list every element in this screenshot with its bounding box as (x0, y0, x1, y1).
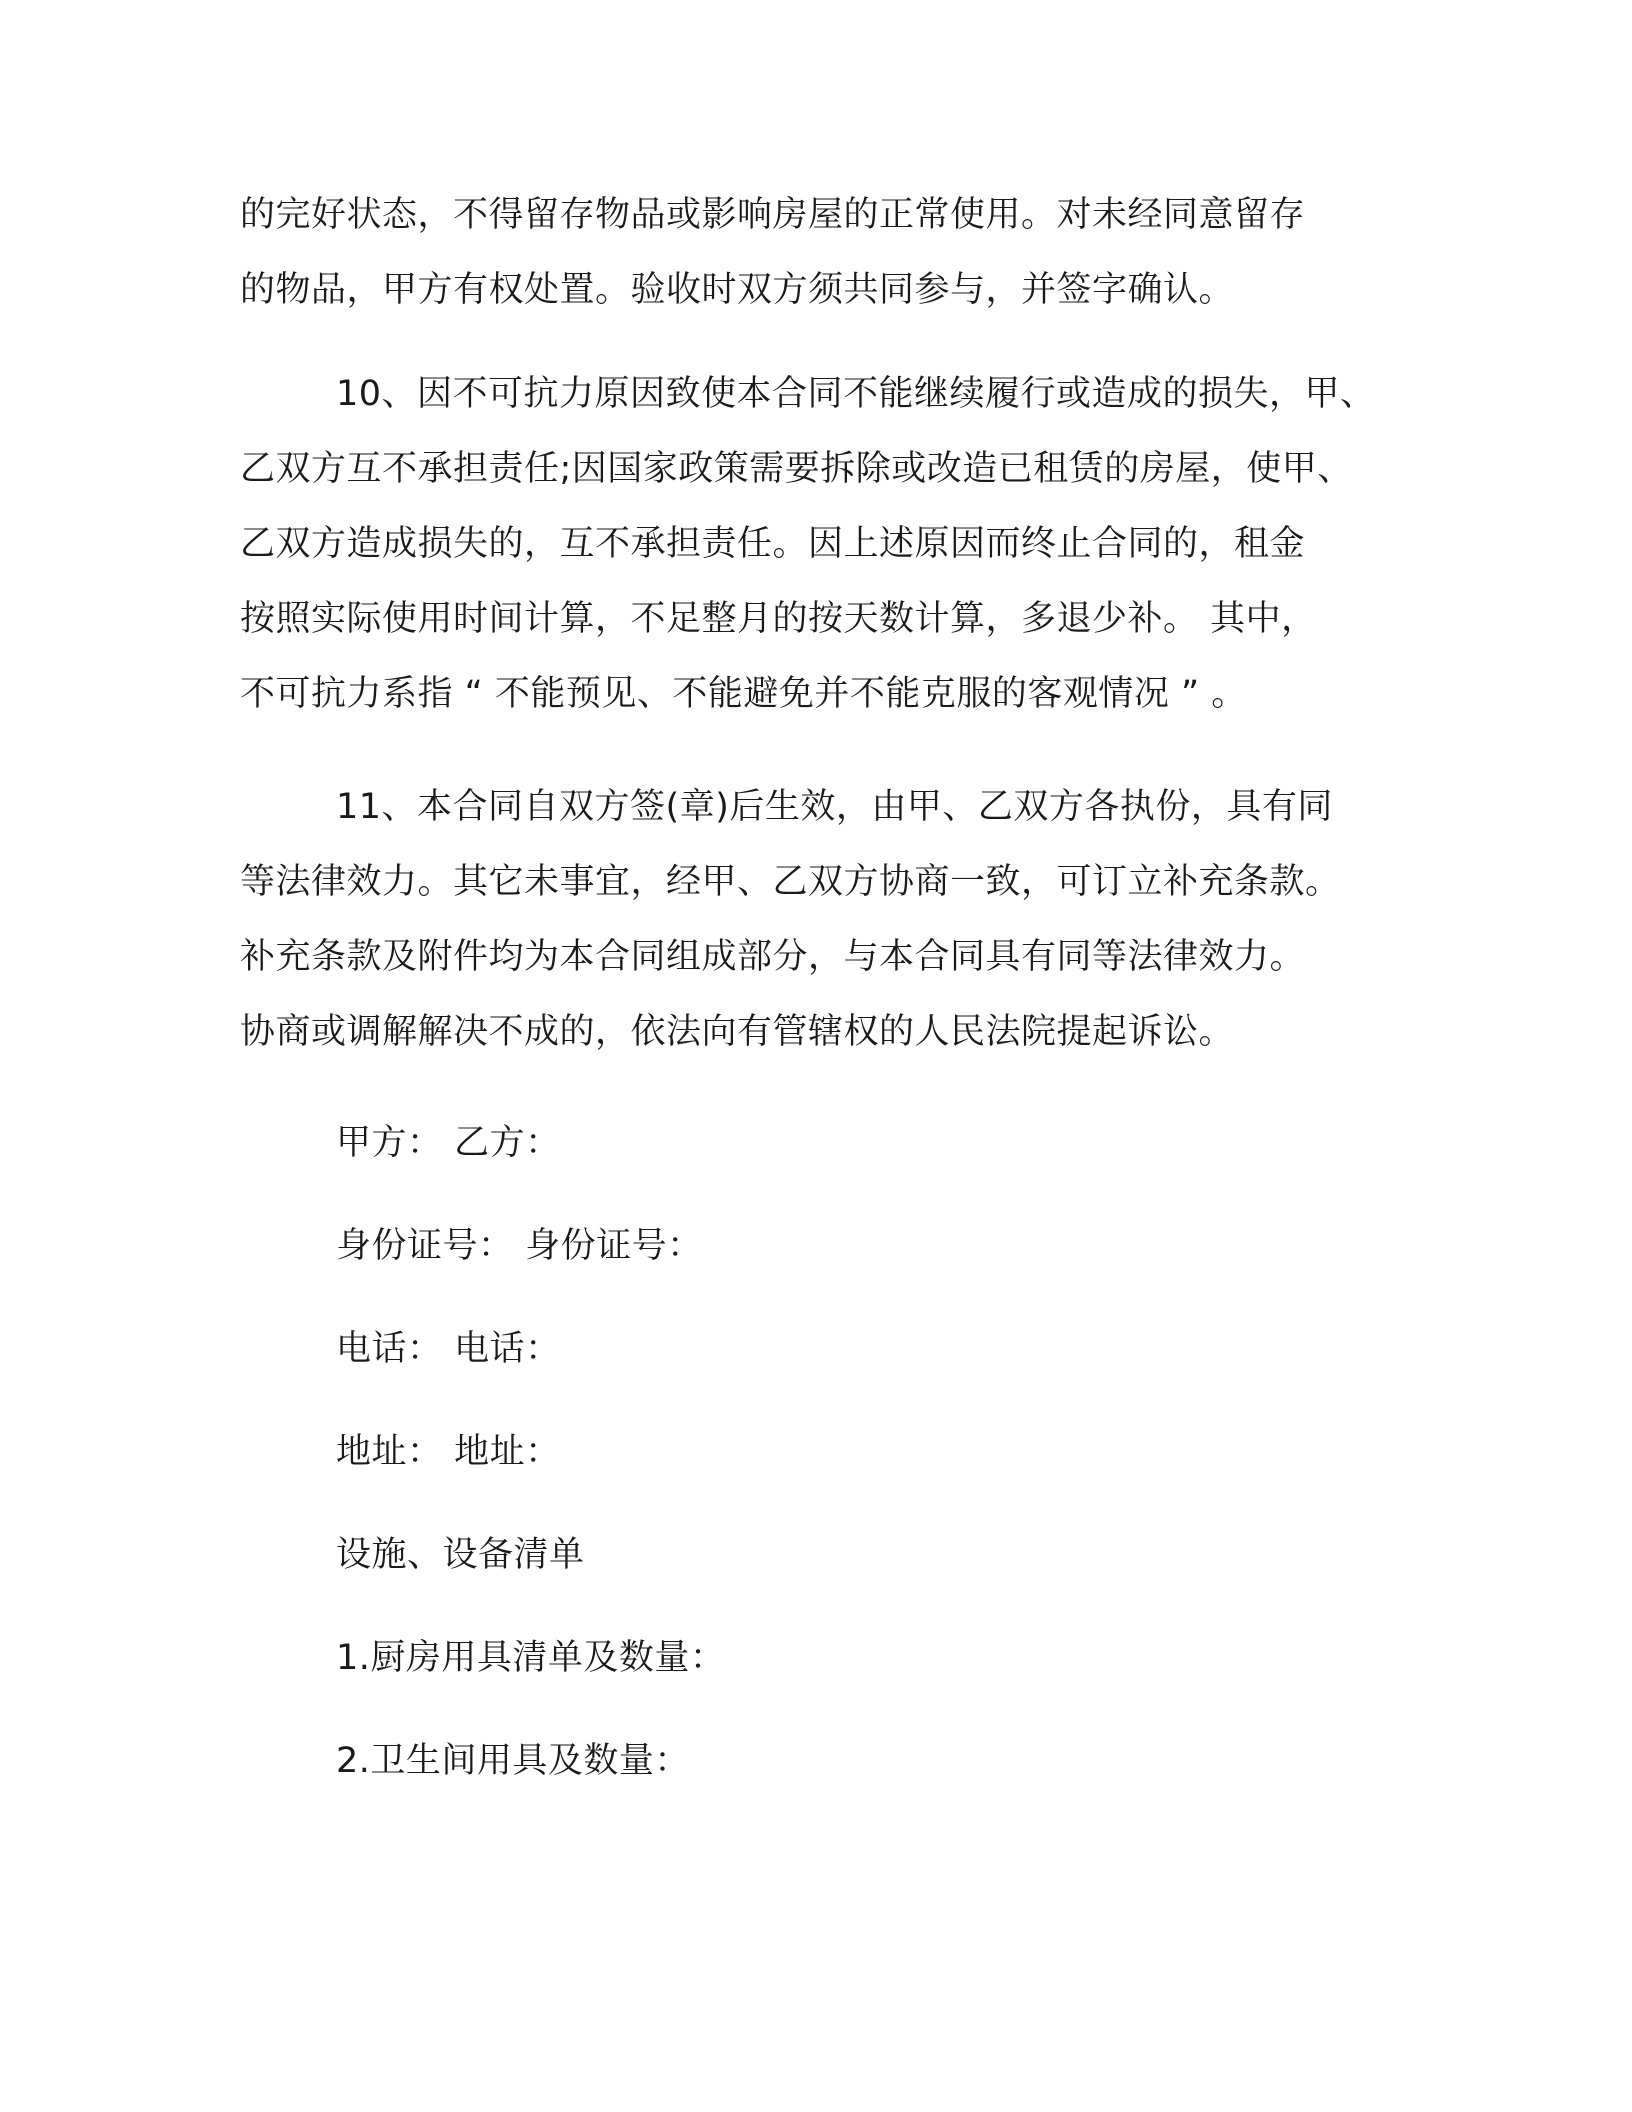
facilities-item-bathroom: 2.卫生间用具及数量： (336, 1741, 690, 1781)
text-line: 11、本合同自双方签(章)后生效，由甲、乙双方各执份，具有同 (336, 787, 1333, 827)
text-line: 不可抗力系指 “ 不能预见、不能避免并不能克服的客观情况 ” 。 (240, 674, 1247, 714)
facilities-item-kitchen: 1.厨房用具清单及数量： (336, 1638, 726, 1678)
text-line: 的完好状态，不得留存物品或影响房屋的正常使用。对未经同意留存 (240, 195, 1306, 235)
text-line: 协商或调解解决不成的，依法向有管辖权的人民法院提起诉讼。 (240, 1012, 1235, 1052)
signature-phones: 电话： 电话： (336, 1329, 561, 1369)
text-line: 乙双方互不承担责任;因国家政策需要拆除或改造已租赁的房屋，使甲、 (240, 449, 1353, 489)
facilities-title: 设施、设备清单 (336, 1535, 585, 1575)
clause-10 (240, 357, 1420, 732)
clause-11 (240, 770, 1420, 1070)
text-line: 的物品，甲方有权处置。验收时双方须共同参与，并签字确认。 (240, 270, 1235, 310)
text-line: 乙双方造成损失的，互不承担责任。因上述原因而终止合同的，租金 (240, 524, 1306, 564)
text-line: 10、因不可抗力原因致使本合同不能继续履行或造成的损失，甲、 (336, 374, 1376, 414)
text-line: 补充条款及附件均为本合同组成部分，与本合同具有同等法律效力。 (240, 937, 1306, 977)
text-line: 按照实际使用时间计算，不足整月的按天数计算，多退少补。 其中， (240, 599, 1317, 639)
signature-id-numbers: 身份证号： 身份证号： (336, 1226, 703, 1266)
text-line: 等法律效力。其它未事宜，经甲、乙双方协商一致，可订立补充条款。 (240, 862, 1341, 902)
signature-parties: 甲方： 乙方： (336, 1123, 561, 1163)
paragraph-continuation (240, 178, 1420, 328)
signature-addresses: 地址： 地址： (336, 1432, 561, 1472)
